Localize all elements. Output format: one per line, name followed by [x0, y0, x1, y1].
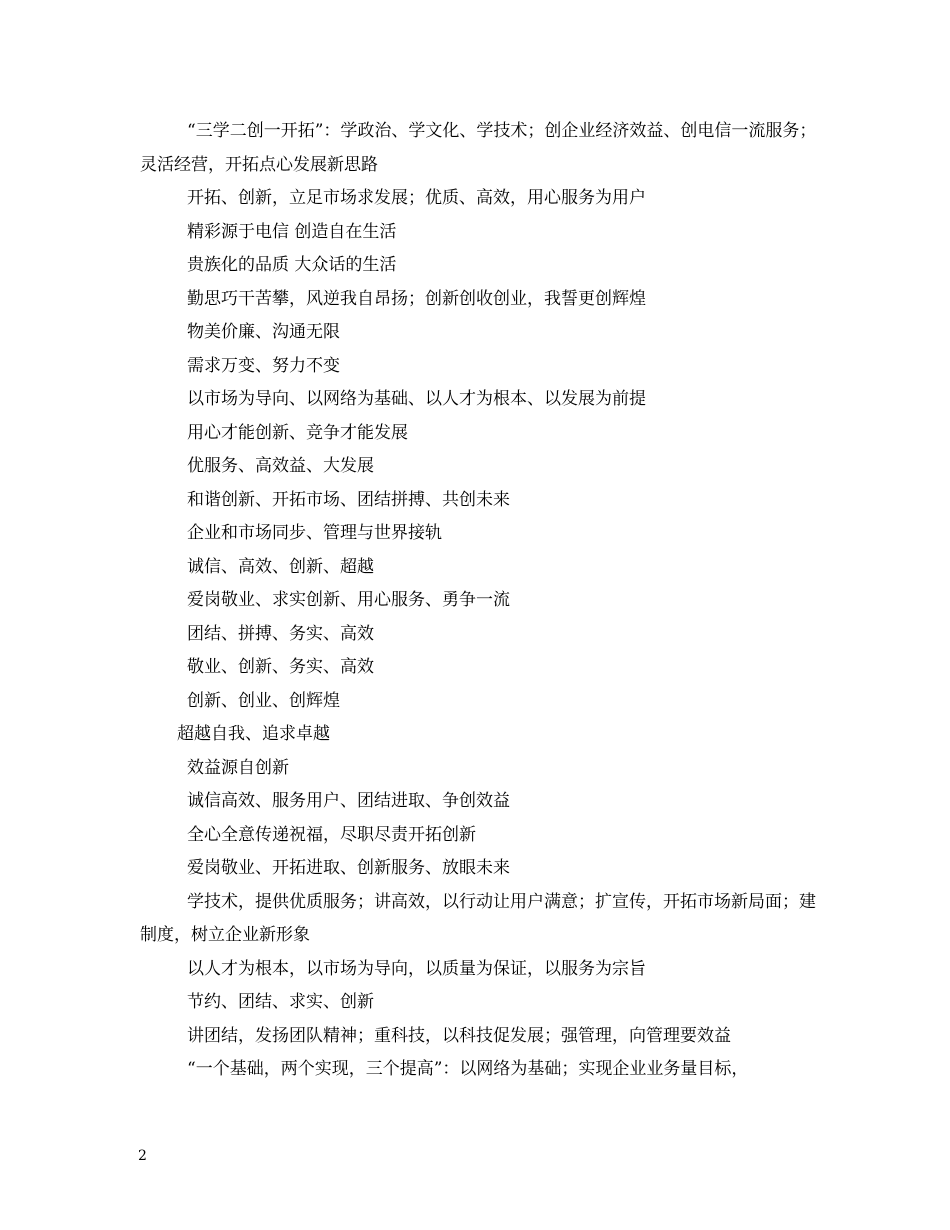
paragraph-6: 物美价廉、沟通无限 [187, 322, 340, 342]
paragraph-24: 以人才为根本，以市场为导向，以质量为保证，以服务为宗旨 [187, 958, 646, 979]
paragraph-23: 学技术，提供优质服务；讲高效，以行动让用户满意；扩宣传，开拓市场新局面；建制度，树立企业新形象 [140, 891, 816, 945]
paragraph-10: 优服务、高效益、大发展 [187, 456, 374, 476]
paragraph-12: 企业和市场同步、管理与世界接轨 [187, 523, 442, 543]
paragraph-16: 敬业、创新、务实、高效 [187, 657, 374, 677]
paragraph-14: 爱岗敬业、求实创新、用心服务、勇争一流 [187, 590, 510, 610]
document-body [140, 115, 830, 1087]
page-number: 2 [138, 1148, 147, 1164]
paragraph-27: “一个基础，两个实现，三个提高”：以网络为基础；实现企业业务量目标， [187, 1059, 749, 1079]
paragraph-17: 创新、创业、创辉煌 [187, 690, 340, 711]
paragraph-5: 勤思巧干苦攀，风逆我自昂扬；创新创收创业，我誓更创辉煌 [187, 288, 646, 309]
paragraph-22: 爱岗敬业、开拓进取、创新服务、放眼未来 [187, 858, 510, 878]
paragraph-13: 诚信、高效、创新、超越 [187, 556, 374, 577]
paragraph-26: 讲团结，发扬团队精神；重科技，以科技促发展；强管理，向管理要效益 [187, 1025, 731, 1046]
paragraph-21: 全心全意传递祝福，尽职尽责开拓创新 [187, 824, 476, 845]
paragraph-25: 节约、团结、求实、创新 [187, 992, 374, 1012]
paragraph-4: 贵族化的品质 大众话的生活 [187, 255, 397, 275]
paragraph-20: 诚信高效、服务用户、团结进取、争创效益 [187, 791, 510, 811]
paragraph-2: 开拓、创新，立足市场求发展；优质、高效，用心服务为用户 [187, 188, 646, 208]
paragraph-19: 效益源自创新 [187, 757, 289, 778]
paragraph-8: 以市场为导向、以网络为基础、以人才为根本、以发展为前提 [187, 389, 646, 409]
paragraph-1: “三学二创一开拓”：学政治、学文化、学技术；创企业经济效益、创电信一流服务；灵活经营，开拓点心发展新思路 [140, 121, 817, 175]
paragraph-18: 超越自我、追求卓越 [177, 724, 330, 744]
paragraph-7: 需求万变、努力不变 [187, 355, 340, 376]
paragraph-15: 团结、拼搏、务实、高效 [187, 623, 374, 644]
paragraph-9: 用心才能创新、竞争才能发展 [187, 422, 408, 443]
paragraph-11: 和谐创新、开拓市场、团结拼搏、共创未来 [187, 489, 510, 510]
paragraph-3: 精彩源于电信 创造自在生活 [187, 221, 397, 242]
